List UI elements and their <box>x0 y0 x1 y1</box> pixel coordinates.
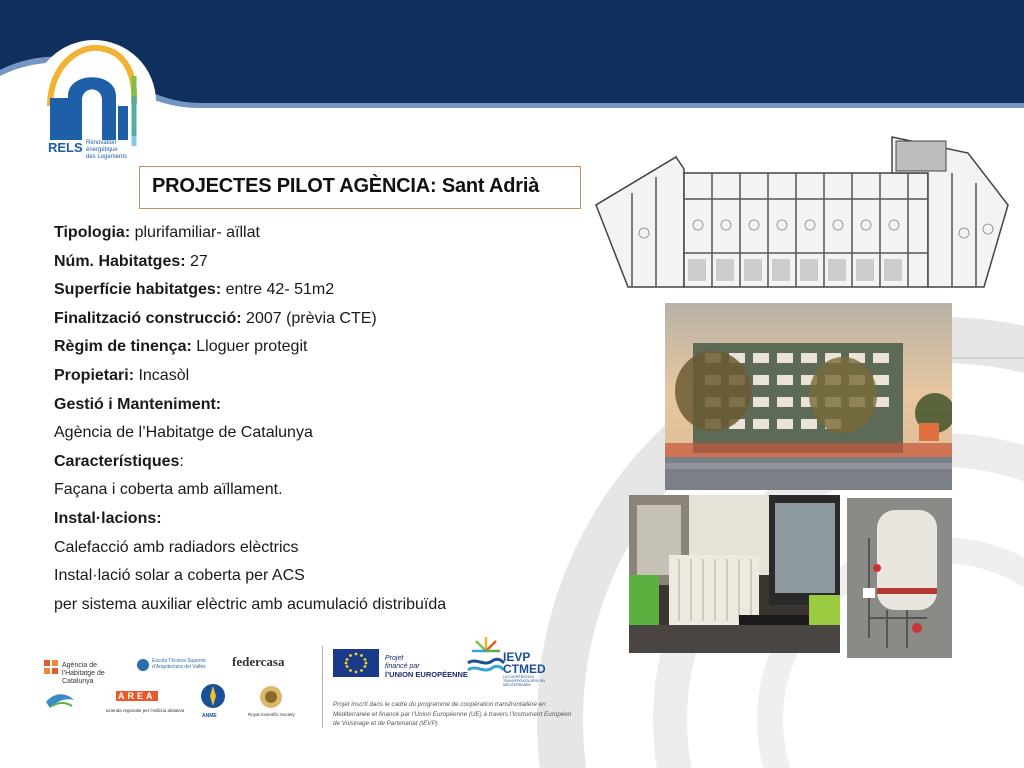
floor-plan-image <box>592 133 1012 291</box>
water-heater-photo <box>847 498 952 658</box>
anme-icon <box>198 682 228 710</box>
partner-logo-rss: Royal Scientific Society <box>248 684 298 724</box>
partner-logo-anme: ANME <box>198 682 234 722</box>
info-line-habitatges: Núm. Habitatges: 27 <box>54 252 208 270</box>
info-line-propietari: Propietari: Incasòl <box>54 366 190 384</box>
info-line-regim: Règim de tinença: Lloguer protegit <box>54 338 308 356</box>
escola-icon <box>136 658 150 672</box>
rule-line <box>952 347 1024 351</box>
info-line-facana: Façana i coberta amb aïllament. <box>54 481 283 499</box>
partner-logo-bird <box>44 690 76 712</box>
info-line-sistema: per sistema auxiliar elèctric amb acumulació distribuïda <box>54 595 447 613</box>
ievp-ctmed-text: IEVP CTMED <box>503 650 546 676</box>
partner-logo-federcasa: federcasa <box>232 654 285 669</box>
info-line-caracteristiques: Característiques: <box>54 452 184 470</box>
agencia-icon <box>44 660 58 674</box>
interior-radiator-photo <box>629 495 840 653</box>
slide-title-box <box>139 166 581 209</box>
rss-emblem-icon <box>258 684 284 710</box>
info-line-solar: Instal·lació solar a coberta per ACS <box>54 567 305 585</box>
info-line-tipologia: Tipologia: plurifamiliar- aïllat <box>54 224 260 241</box>
info-line-superficie: Superfície habitatges: entre 42- 51m2 <box>54 281 335 299</box>
logo-brand: RELS <box>48 140 83 155</box>
ievp-small-text: LA COOPÉRATION TRANSFRONTALIÈRE EN MÉDITERRANÉE <box>503 675 545 687</box>
building-photo <box>665 303 952 490</box>
info-line-calefaccio: Calefacció amb radiadors elèctrics <box>54 538 299 556</box>
project-info-list <box>54 219 574 619</box>
info-line-installacions: Instal·lacions: <box>54 509 162 527</box>
bird-icon <box>44 690 76 712</box>
logo-subtitle: Rénovation énergétique des Logements <box>86 140 128 160</box>
info-line-gestio: Gestió i Manteniment: <box>54 395 222 413</box>
info-line-finalitzacio: Finalització construcció: 2007 (prèvia CTE) <box>54 309 377 327</box>
eu-funding-text: Projet financé par l’UNION EUROPÉENNE <box>385 655 468 679</box>
info-line-agencia: Agència de l’Habitatge de Catalunya <box>54 424 313 442</box>
eu-flag-icon <box>333 649 379 677</box>
footer-divider <box>322 646 323 728</box>
ievp-logo-icon <box>466 633 506 677</box>
footer-disclaimer: Projet inscrit dans le cadre du programme de coopération transfrontalière en Méditerranée et financé par l’Union Européenne (UE) à travers l’Instrument Européen de Voisinage et de Partenariat (IEVP) <box>333 701 572 728</box>
slide-title: PROJECTES PILOT AGÈNCIA: Sant Adrià <box>152 175 540 197</box>
